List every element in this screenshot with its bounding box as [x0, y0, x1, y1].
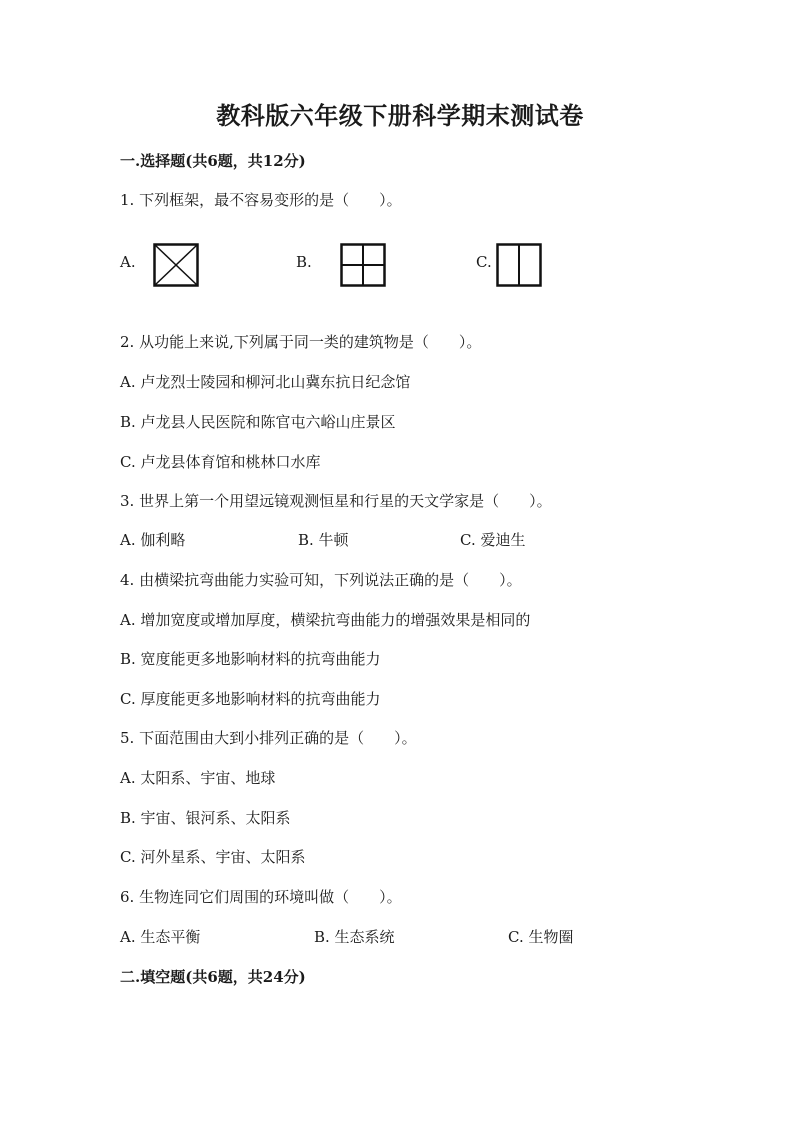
question-5-option-a: A. 太阳系、宇宙、地球: [120, 769, 276, 787]
question-2-option-b: B. 卢龙县人民医院和陈官屯六峪山庄景区: [120, 413, 396, 431]
question-4-option-a: A. 增加宽度或增加厚度，横梁抗弯曲能力的增强效果是相同的: [120, 611, 531, 629]
question-5-option-b: B. 宇宙、银河系、太阳系: [120, 809, 291, 827]
question-2-option-c: C. 卢龙县体育馆和桃林口水库: [120, 453, 321, 471]
question-3-option-b: B. 牛顿: [298, 531, 349, 549]
question-3-option-c: C. 爱迪生: [460, 531, 526, 549]
question-6-option-b: B. 生态系统: [314, 928, 395, 946]
square-with-diagonals-icon: [153, 243, 199, 287]
section-heading-fill-in: 二.填空题(共6题，共24分): [120, 968, 306, 986]
question-1-option-b-label: B.: [296, 253, 312, 271]
question-2-option-a: A. 卢龙烈士陵园和柳河北山冀东抗日纪念馆: [120, 373, 411, 391]
page-title: 教科版六年级下册科学期末测试卷: [216, 101, 584, 130]
question-4-option-c: C. 厚度能更多地影响材料的抗弯曲能力: [120, 690, 381, 708]
square-cross-grid-icon: [340, 243, 386, 287]
question-1-option-a-label: A.: [120, 253, 136, 271]
section-heading-choice: 一.选择题(共6题，共12分): [120, 152, 306, 170]
question-5-stem: 5. 下面范围由大到小排列正确的是（ ）。: [120, 729, 417, 747]
question-2-stem: 2. 从功能上来说,下列属于同一类的建筑物是（ ）。: [120, 333, 482, 351]
question-1-option-c-label: C.: [476, 253, 492, 271]
question-5-option-c: C. 河外星系、宇宙、太阳系: [120, 848, 306, 866]
question-4-option-b: B. 宽度能更多地影响材料的抗弯曲能力: [120, 650, 381, 668]
question-6-option-a: A. 生态平衡: [120, 928, 201, 946]
question-6-option-c: C. 生物圈: [508, 928, 574, 946]
question-3-option-a: A. 伽利略: [120, 531, 186, 549]
question-4-stem: 4. 由横梁抗弯曲能力实验可知，下列说法正确的是（ ）。: [120, 571, 522, 589]
square-vertical-split-icon: [496, 243, 542, 287]
question-1-stem: 1. 下列框架，最不容易变形的是（ ）。: [120, 191, 402, 209]
question-3-stem: 3. 世界上第一个用望远镜观测恒星和行星的天文学家是（ ）。: [120, 492, 552, 510]
question-6-stem: 6. 生物连同它们周围的环境叫做（ ）。: [120, 888, 402, 906]
